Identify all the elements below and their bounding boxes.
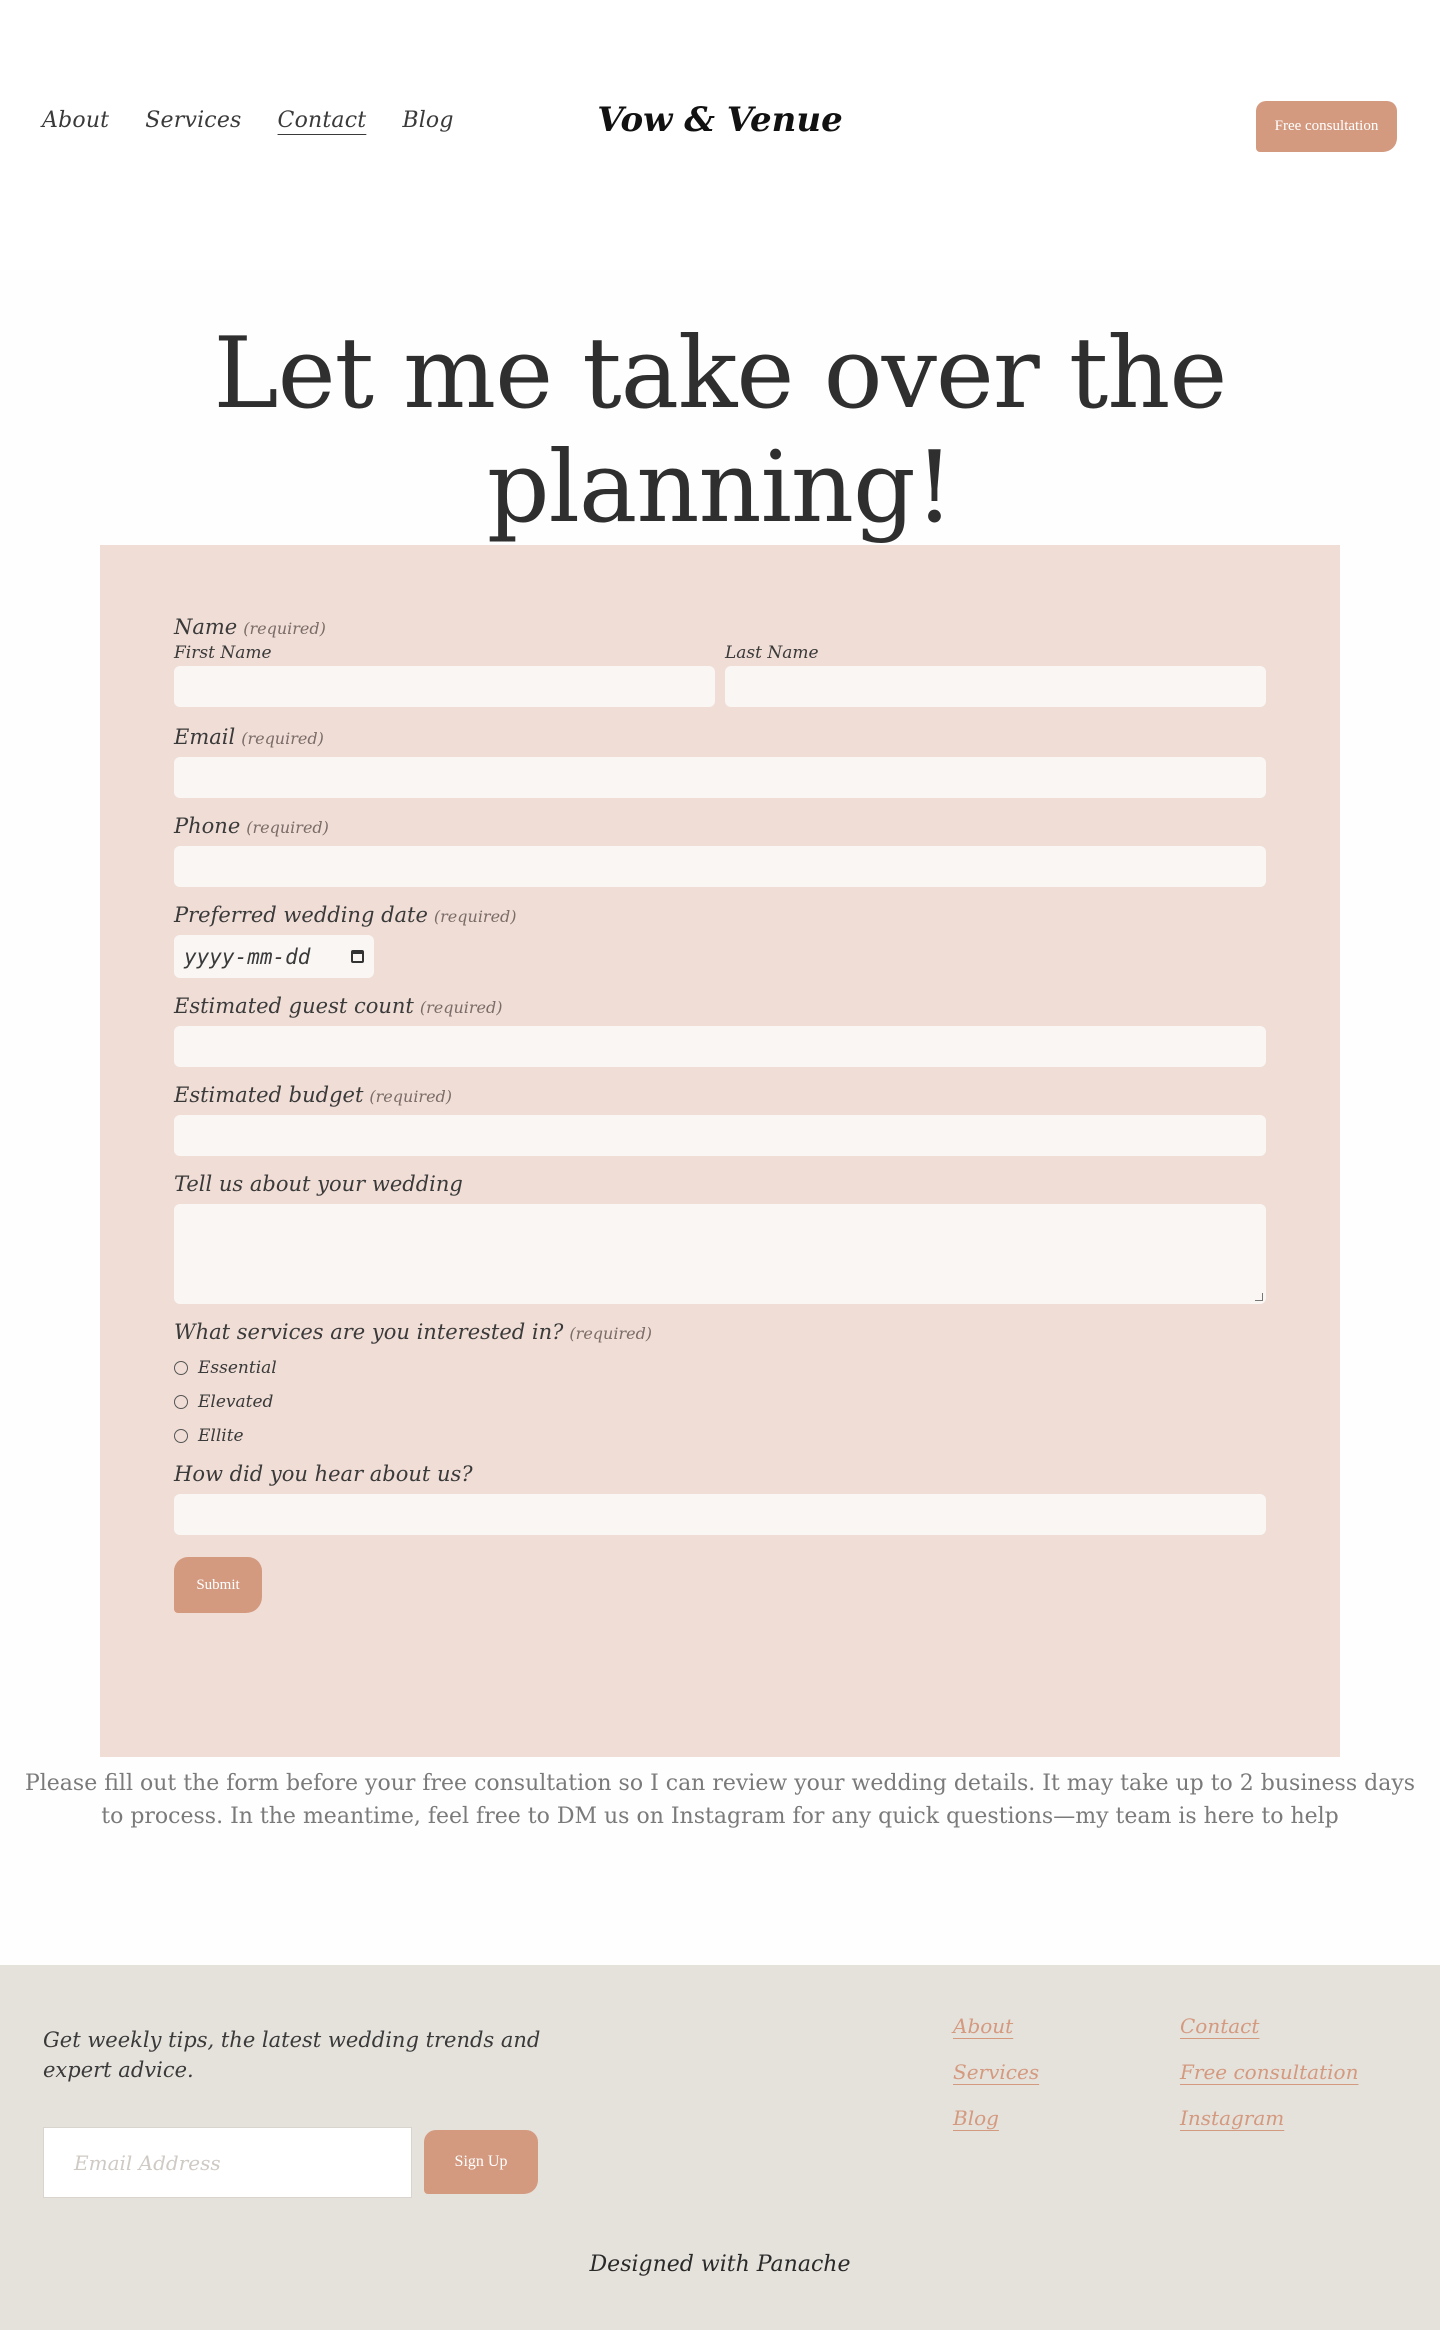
name-field-group bbox=[174, 615, 1266, 707]
wedding-date-input[interactable] bbox=[174, 935, 374, 978]
services-field-group bbox=[174, 1320, 1266, 1446]
newsletter-email-input[interactable] bbox=[43, 2127, 412, 2198]
phone-label: Phone (required) bbox=[174, 814, 329, 838]
service-option-ellite[interactable] bbox=[174, 1426, 1266, 1446]
footer-link-blog[interactable]: Blog bbox=[953, 2106, 999, 2130]
wedding-date-label: Preferred wedding date (required) bbox=[174, 903, 517, 927]
referral-input[interactable] bbox=[174, 1494, 1266, 1535]
newsletter-tagline: Get weekly tips, the latest wedding trends and expert advice. bbox=[43, 2028, 541, 2082]
first-name-input[interactable] bbox=[174, 666, 715, 707]
guest-count-field-group bbox=[174, 994, 1266, 1067]
required-marker: (required) bbox=[433, 907, 517, 926]
service-option-elevated[interactable] bbox=[174, 1392, 1266, 1412]
referral-field-group bbox=[174, 1462, 1266, 1535]
calendar-icon[interactable] bbox=[351, 950, 364, 963]
budget-field-group bbox=[174, 1083, 1266, 1156]
footer-link-instagram[interactable]: Instagram bbox=[1180, 2106, 1285, 2130]
form-note-line-2: to process. In the meantime, feel free to DM us on Instagram for any quick questions—my team is here to help bbox=[101, 1804, 1339, 1829]
last-name-col bbox=[725, 643, 1266, 707]
footer-link-free-consultation[interactable]: Free consultation bbox=[1180, 2060, 1359, 2084]
site-logo[interactable]: Vow & Venue bbox=[597, 100, 843, 140]
about-wedding-textarea[interactable] bbox=[174, 1204, 1266, 1304]
free-consultation-button[interactable]: Free consultation bbox=[1256, 101, 1397, 152]
form-body bbox=[174, 615, 1266, 1613]
name-inputs-row bbox=[174, 643, 1266, 707]
sign-up-button[interactable]: Sign Up bbox=[424, 2130, 538, 2194]
email-input[interactable] bbox=[174, 757, 1266, 798]
submit-button[interactable]: Submit bbox=[174, 1557, 262, 1613]
phone-field-group bbox=[174, 814, 1266, 887]
email-label: Email (required) bbox=[174, 725, 324, 749]
radio-button[interactable] bbox=[174, 1429, 188, 1443]
footer-link-services[interactable]: Services bbox=[953, 2060, 1040, 2084]
required-marker: (required) bbox=[369, 1087, 453, 1106]
main-content bbox=[0, 270, 1440, 1965]
site-footer bbox=[0, 1965, 1440, 2330]
budget-input[interactable] bbox=[174, 1115, 1266, 1156]
guest-count-label: Estimated guest count (required) bbox=[174, 994, 503, 1018]
services-label: What services are you interested in? (required) bbox=[174, 1320, 653, 1344]
about-wedding-label: Tell us about your wedding bbox=[174, 1172, 463, 1196]
email-placeholder: Email Address bbox=[74, 2150, 221, 2175]
required-marker: (required) bbox=[241, 729, 324, 748]
required-marker: (required) bbox=[419, 998, 503, 1017]
radio-button[interactable] bbox=[174, 1395, 188, 1409]
budget-label: Estimated budget (required) bbox=[174, 1083, 453, 1107]
first-name-col bbox=[174, 643, 715, 707]
radio-label: Elevated bbox=[198, 1392, 274, 1412]
footer-credit: Designed with Panache bbox=[589, 2252, 851, 2277]
form-note bbox=[0, 1767, 1440, 1833]
last-name-input[interactable] bbox=[725, 666, 1266, 707]
form-note-line-1: Please fill out the form before your free consultation so I can review your wedding details. It may take up to 2 business days bbox=[24, 1771, 1416, 1796]
about-wedding-field-group bbox=[174, 1172, 1266, 1304]
required-marker: (required) bbox=[243, 619, 326, 638]
name-label: Name (required) bbox=[174, 615, 326, 639]
service-option-essential[interactable] bbox=[174, 1358, 1266, 1378]
last-name-label: Last Name bbox=[725, 643, 819, 663]
resize-grip-icon[interactable] bbox=[1255, 1293, 1263, 1301]
radio-button[interactable] bbox=[174, 1361, 188, 1375]
phone-input[interactable] bbox=[174, 846, 1266, 887]
required-marker: (required) bbox=[569, 1324, 653, 1343]
footer-link-contact[interactable]: Contact bbox=[1180, 2014, 1260, 2038]
nav-contact[interactable]: Contact bbox=[277, 108, 367, 133]
nav-services[interactable]: Services bbox=[145, 108, 242, 133]
footer-link-about[interactable]: About bbox=[953, 2014, 1014, 2038]
nav-blog[interactable]: Blog bbox=[402, 108, 454, 133]
site-header bbox=[0, 0, 1440, 270]
required-marker: (required) bbox=[246, 818, 329, 837]
contact-form bbox=[100, 545, 1340, 1757]
page-title: Let me take over the planning! bbox=[213, 317, 1227, 545]
footer-links-col-1 bbox=[953, 2013, 1039, 2132]
radio-label: Essential bbox=[198, 1358, 277, 1378]
email-field-group bbox=[174, 725, 1266, 798]
referral-label: How did you hear about us? bbox=[174, 1462, 473, 1486]
footer-links-col-2 bbox=[1180, 2013, 1358, 2132]
radio-label: Ellite bbox=[198, 1426, 244, 1446]
first-name-label: First Name bbox=[174, 643, 272, 663]
date-placeholder: yyyy-mm-dd bbox=[184, 944, 311, 969]
guest-count-input[interactable] bbox=[174, 1026, 1266, 1067]
wedding-date-field-group bbox=[174, 903, 1266, 978]
nav-about[interactable]: About bbox=[42, 108, 110, 133]
